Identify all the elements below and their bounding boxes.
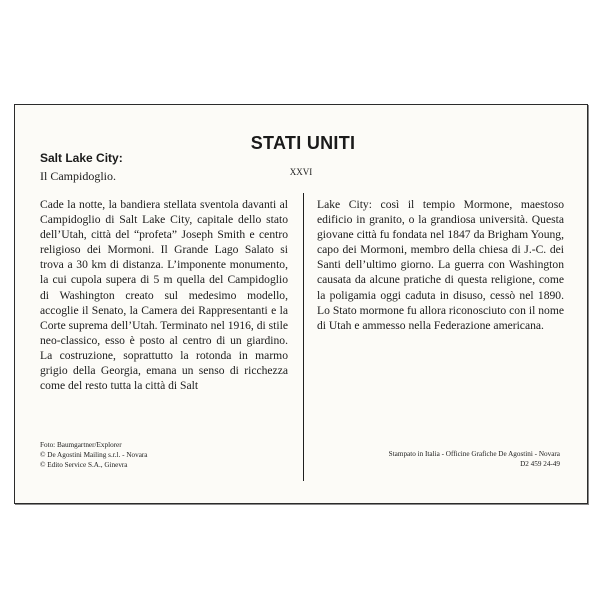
photo-credits <box>40 440 147 470</box>
credit-line: © De Agostini Mailing s.r.l. - Novara <box>40 451 148 459</box>
place-subtitle: Il Campidoglio. <box>40 169 116 183</box>
column-divider <box>303 193 304 481</box>
credit-line: Foto: Baumgartner/Explorer <box>40 441 122 449</box>
printer-line: Stampato in Italia - Officine Grafiche De Agostini - Novara <box>388 450 560 458</box>
printer-info <box>389 449 560 469</box>
body-text-right: Lake City: così il tempio Mormone, maestoso edificio in granito, o la grandiosa università. Questa giovane città fu fondata nel 1847 da Brigham Young, capo dei Mormoni, membro della chiesa di J.-C. dei Santi dell’ultimo giorno. La guerra con Washington causata da alcune pratiche di questa religione, come la poligamia oggi caduta in disuso, cessò nel 1890. Lo Stato mormone fu allora riconosciuto con il nome di Utah e ammesso nella Federazione americana. <box>317 198 564 332</box>
credit-line: © Edito Service S.A., Ginevra <box>40 461 128 469</box>
place-title: Salt Lake City: <box>40 151 123 165</box>
printer-code: D2 459 24-49 <box>520 460 560 468</box>
body-text-left: Cade la notte, la bandiera stellata sventola davanti al Campidoglio di Salt Lake City, capitale dello stato dell’Utah, città del “profeta” Joseph Smith e centro religioso dei Mormoni. Il Grande Lago Salato si trova a 30 km di distanza. L’imponente monumento, la cui cupola supera di 5 m quella del Campidoglio di Washington creato sul medesimo modello, accoglie il Senato, la Camera dei Rappresentanti e la Corte suprema dell’Utah. Terminato nel 1916, di stile neo-classico, esso è posto al centro di un giardino. La costruzione, soprattutto la rotonda in marmo grigio della Georgia, emana un senso di ricchezza come del resto tutta la città di Salt <box>40 198 288 393</box>
volume-number: XXVI <box>289 167 313 177</box>
postcard-back <box>14 104 588 504</box>
main-title: STATI UNITI <box>250 133 356 153</box>
